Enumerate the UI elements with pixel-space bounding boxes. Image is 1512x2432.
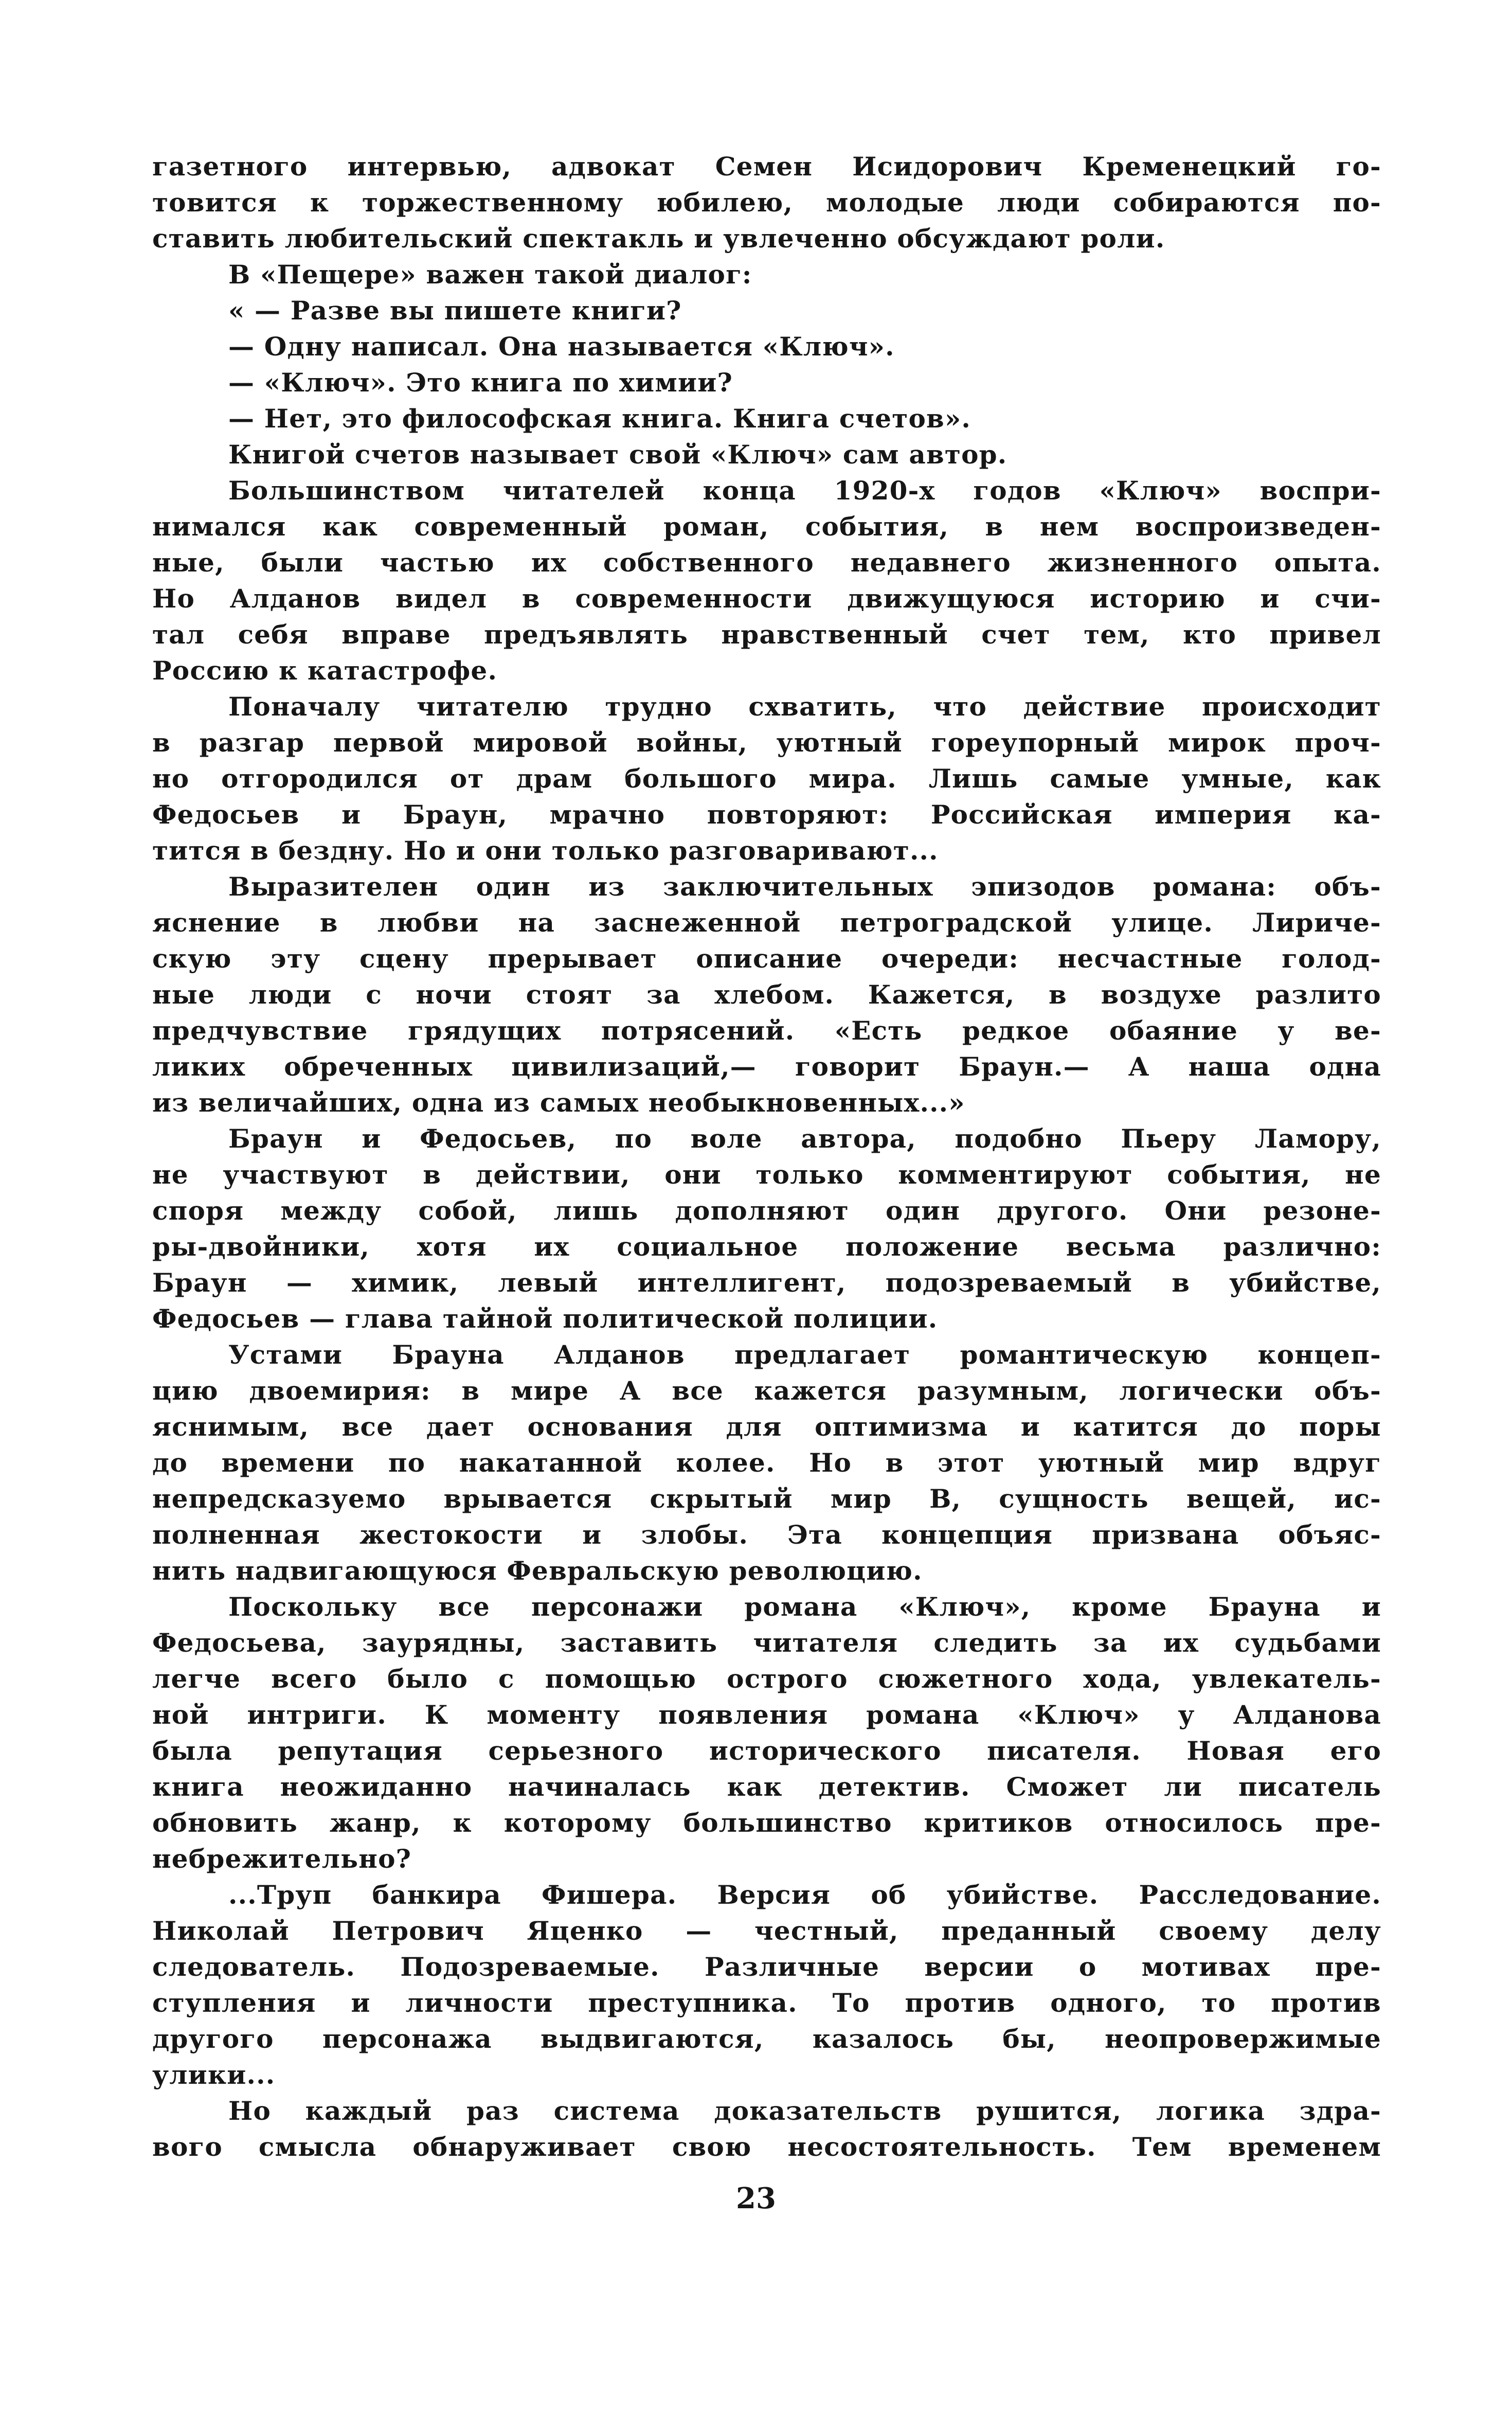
text-line: « — Разве вы пишете книги? (228, 295, 682, 326)
text-line: Россию к катастрофе. (152, 655, 498, 686)
text-line: Книгой счетов называет свой «Ключ» сам автор. (228, 439, 1007, 470)
text-line: в разгар первой мировой войны, уютный гореупорный мирок проч- (152, 727, 1381, 758)
text-line: легче всего было с помощью острого сюжетного хода, увлекатель- (152, 1664, 1381, 1694)
text-line: Устами Брауна Алданов предлагает романтическую концеп- (228, 1339, 1381, 1370)
text-line: вого смысла обнаруживает свою несостоятельность. Тем временем (152, 2132, 1381, 2162)
text-line: тится в бездну. Но и они только разговаривают... (152, 835, 939, 866)
text-line: небрежительно? (152, 1844, 412, 1874)
text-line: Поскольку все персонажи романа «Ключ», кроме Брауна и (228, 1591, 1381, 1622)
text-line: Федосьев и Браун, мрачно повторяют: Российская империя ка- (152, 799, 1381, 830)
text-line: Федосьева, заурядны, заставить читателя следить за их судьбами (152, 1628, 1381, 1658)
text-line: Браун и Федосьев, по воле автора, подобно Пьеру Ламору, (228, 1123, 1381, 1154)
text-line: другого персонажа выдвигаются, казалось бы, неопровержимые (152, 2024, 1381, 2054)
text-line: улики... (152, 2060, 276, 2090)
text-line: В «Пещере» важен такой диалог: (228, 259, 752, 290)
text-line: газетного интервью, адвокат Семен Исидорович Кременецкий го- (152, 151, 1381, 182)
text-line: товится к торжественному юбилею, молодые люди собираются по- (152, 187, 1381, 218)
text-line: Выразителен один из заключительных эпизодов романа: объ- (228, 871, 1381, 902)
text-line: была репутация серьезного исторического писателя. Новая его (152, 1736, 1381, 1766)
text-line: Но каждый раз система доказательств рушится, логика здра- (228, 2096, 1381, 2126)
text-line: яснимым, все дает основания для оптимизма и катится до поры (152, 1411, 1381, 1442)
text-line: Поначалу читателю трудно схватить, что действие происходит (228, 691, 1381, 722)
text-line: но отгородился от драм большого мира. Лишь самые умные, как (152, 763, 1381, 794)
text-line: не участвуют в действии, они только комментируют события, не (152, 1159, 1381, 1190)
text-line: книга неожиданно начиналась как детектив. Сможет ли писатель (152, 1772, 1381, 1802)
text-line: ные, были частью их собственного недавнего жизненного опыта. (152, 547, 1381, 578)
text-line: из величайших, одна из самых необыкновенных...» (152, 1087, 965, 1118)
text-line: ...Труп банкира Фишера. Версия об убийстве. Расследование. (228, 1880, 1381, 1910)
text-line: ликих обреченных цивилизаций,— говорит Браун.— А наша одна (152, 1051, 1381, 1082)
text-line: ные люди с ночи стоят за хлебом. Кажется, в воздухе разлито (152, 979, 1381, 1010)
text-line: — «Ключ». Это книга по химии? (228, 367, 733, 398)
text-line: цию двоемирия: в мире А все кажется разумным, логически объ- (152, 1375, 1381, 1406)
text-line: ступления и личности преступника. То против одного, то против (152, 1988, 1381, 2018)
text-line: Федосьев — глава тайной политической полиции. (152, 1303, 938, 1334)
text-line: Николай Петрович Яценко — честный, преданный своему делу (152, 1916, 1381, 1946)
text-line: нимался как современный роман, события, в нем воспроизведен- (152, 511, 1381, 542)
text-line: яснение в любви на заснеженной петроградской улице. Лириче- (152, 907, 1381, 938)
text-line: полненная жестокости и злобы. Эта концепция призвана объяс- (152, 1519, 1381, 1550)
text-line: споря между собой, лишь дополняют один другого. Они резоне- (152, 1195, 1381, 1226)
text-line: следователь. Подозреваемые. Различные версии о мотивах пре- (152, 1952, 1381, 1982)
text-line: — Одну написал. Она называется «Ключ». (228, 331, 895, 362)
text-line: до времени по накатанной колее. Но в этот уютный мир вдруг (152, 1447, 1381, 1478)
text-line: — Нет, это философская книга. Книга счетов». (228, 403, 971, 434)
text-line: Большинством читателей конца 1920-х годов «Ключ» воспри- (228, 475, 1381, 506)
text-line: нить надвигающуюся Февральскую революцию. (152, 1555, 923, 1586)
text-line: ры-двойники, хотя их социальное положение весьма различно: (152, 1231, 1381, 1262)
text-line: скую эту сцену прерывает описание очереди: несчастные голод- (152, 943, 1381, 974)
text-line: ной интриги. К моменту появления романа «Ключ» у Алданова (152, 1700, 1381, 1730)
text-line: тал себя вправе предъявлять нравственный счет тем, кто привел (152, 619, 1381, 650)
text-line: Браун — химик, левый интеллигент, подозреваемый в убийстве, (152, 1267, 1381, 1298)
text-line: непредсказуемо врывается скрытый мир В, сущность вещей, ис- (152, 1483, 1381, 1514)
text-line: Но Алданов видел в современности движущуюся историю и счи- (152, 583, 1381, 614)
text-line: обновить жанр, к которому большинство критиков относилось пре- (152, 1808, 1381, 1838)
text-line: предчувствие грядущих потрясений. «Есть редкое обаяние у ве- (152, 1015, 1381, 1046)
text-line: ставить любительский спектакль и увлеченно обсуждают роли. (152, 223, 1165, 254)
page-number: 23 (736, 2181, 776, 2215)
